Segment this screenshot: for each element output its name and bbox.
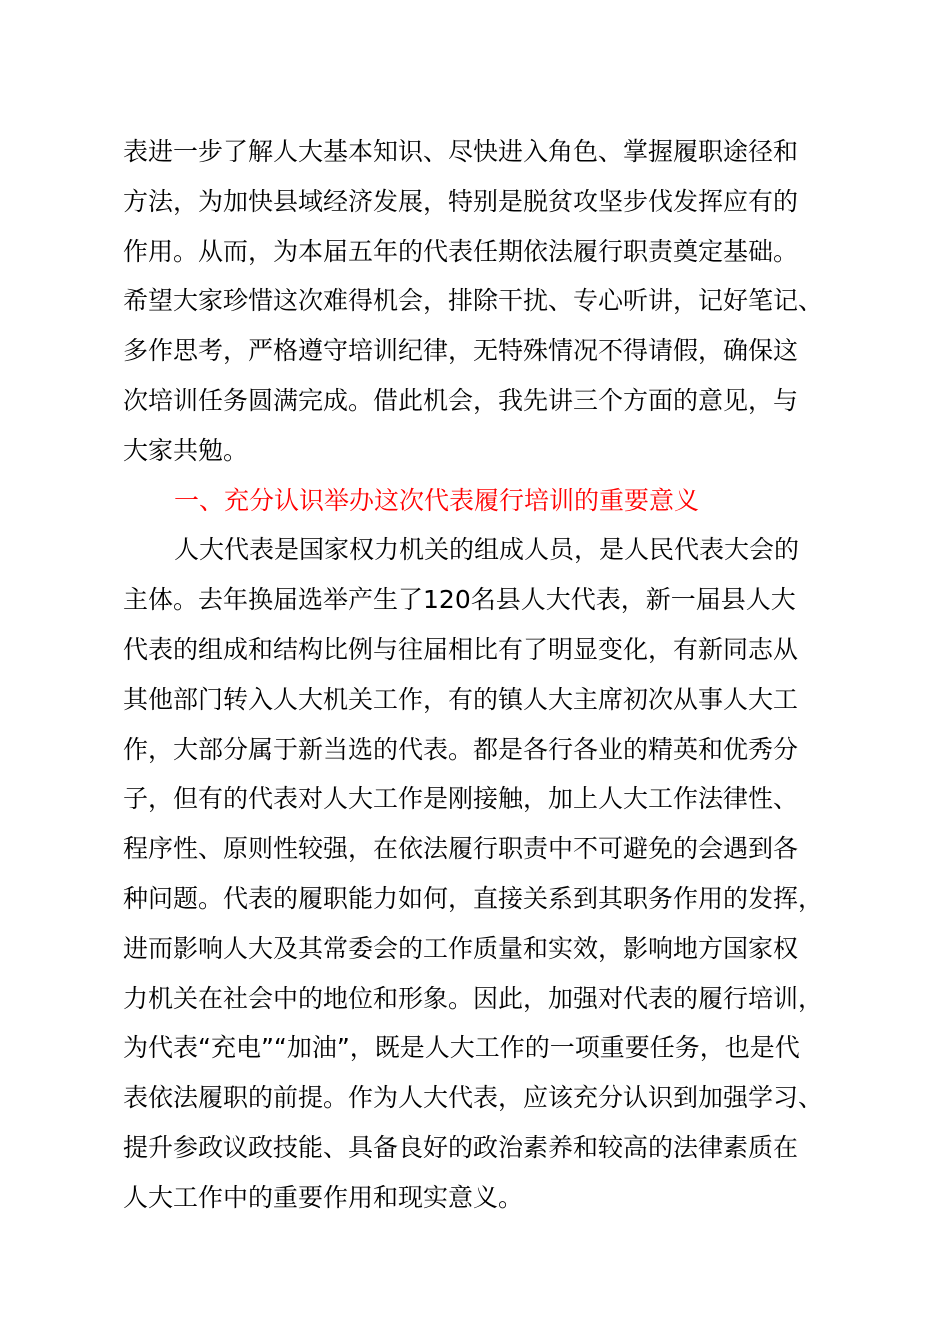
document-body xyxy=(123,127,863,1223)
paragraph-line: 表进一步了解人大基本知识、尽快进入角色、掌握履职途径和 xyxy=(123,137,799,166)
paragraph-line: 程序性、原则性较强，在依法履行职责中不可避免的会遇到各 xyxy=(123,834,799,864)
paragraph-line: 希望大家珍惜这次难得机会，排除干扰、专心听讲，记好笔记、 xyxy=(123,286,824,316)
paragraph-line: 人大代表是国家权力机关的组成人员，是人民代表大会的 xyxy=(174,535,800,565)
paragraph-line: 提升参政议政技能、具备良好的政治素养和较高的法律素质在 xyxy=(123,1132,799,1162)
paragraph-line: 多作思考，严格遵守培训纪律，无特殊情况不得请假，确保这 xyxy=(123,336,799,366)
paragraph-line: 种问题。代表的履职能力如何，直接关系到其职务作用的发挥， xyxy=(123,883,824,913)
paragraph-line: 表依法履职的前提。作为人大代表，应该充分认识到加强学习、 xyxy=(123,1083,824,1113)
paragraph-line: 为代表“充电”“加油”，既是人大工作的一项重要任务，也是代 xyxy=(123,1033,800,1063)
paragraph-line: 次培训任务圆满完成。借此机会，我先讲三个方面的意见，与 xyxy=(123,385,799,415)
paragraph-line: 大家共勉。 xyxy=(123,435,249,465)
section-heading: 一、充分认识举办这次代表履行培训的重要意义 xyxy=(174,485,700,515)
paragraph-line: 作用。从而，为本届五年的代表任期依法履行职责奠定基础。 xyxy=(123,236,799,266)
paragraph-line: 子，但有的代表对人大工作是刚接触，加上人大工作法律性、 xyxy=(123,784,799,814)
paragraph-line: 作，大部分属于新当选的代表。都是各行各业的精英和优秀分 xyxy=(123,734,799,764)
paragraph-line: 人大工作中的重要作用和现实意义。 xyxy=(123,1182,524,1212)
paragraph-line: 方法，为加快县域经济发展，特别是脱贫攻坚步伐发挥应有的 xyxy=(123,186,799,216)
paragraph-line: 进而影响人大及其常委会的工作质量和实效，影响地方国家权 xyxy=(123,933,799,963)
paragraph-line: 代表的组成和结构比例与往届相比有了明显变化，有新同志从 xyxy=(123,634,799,664)
paragraph-line: 主体。去年换届选举产生了120名县人大代表，新一届县人大 xyxy=(123,585,796,615)
paragraph-line: 力机关在社会中的地位和形象。因此，加强对代表的履行培训， xyxy=(123,983,824,1013)
paragraph-line: 其他部门转入人大机关工作，有的镇人大主席初次从事人大工 xyxy=(123,684,799,714)
